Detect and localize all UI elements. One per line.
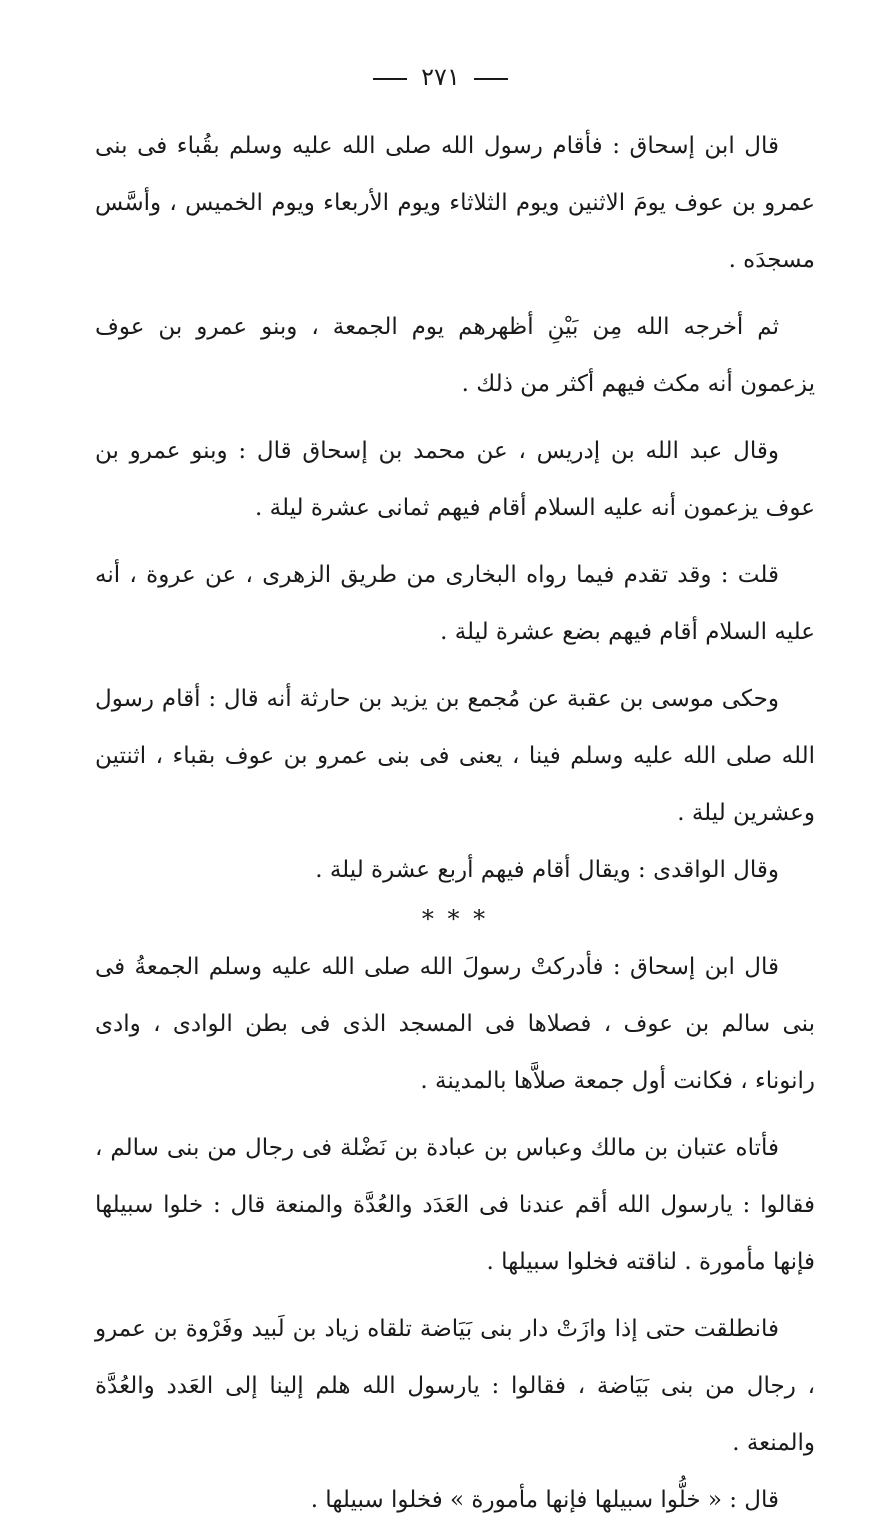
paragraph-gap	[95, 1291, 815, 1301]
paragraph-bukhari: قلت : وقد تقدم فيما رواه البخارى من طريق الزهرى ، عن عروة ، أنه عليه السلام أقام فيهم بضع عشرة ليلة .	[95, 562, 815, 645]
paragraph-bani-bayada: فانطلقت حتى إذا وازَتْ دار بنى بَيَاضة تلقاه زياد بن لَبيد وفَرْوة بن عمرو ، رجال من بنى بَيَاضة ، فقالوا : يارسول الله هلم إلينا إلى العَدد والعُدَّة والمنعة .	[95, 1316, 815, 1456]
section-separator: * * *	[421, 905, 489, 933]
paragraph-musa-ibn-uqba: وحكى موسى بن عقبة عن مُجمع بن يزيد بن حارثة أنه قال : أقام رسول الله صلى الله عليه وسلم فينا ، يعنى فى بنى عمرو بن عوف بقباء ، اثنتين وعشرين ليلة .	[95, 686, 815, 826]
paragraph-ibn-ishaq-quba: قال ابن إسحاق : فأقام رسول الله صلى الله عليه وسلم بقُباء فى بنى عمرو بن عوف يومَ الاثنين ويوم الثلاثاء ويوم الأربعاء ويوم الخميس ، وأسَّس مسجدَه .	[95, 133, 815, 273]
page-number-value: ٢٧١	[421, 63, 460, 91]
paragraph-friday-departure: ثم أخرجه الله مِن بَيْنِ أظهرهم يوم الجمعة ، وبنو عمرو بن عوف يزعمون أنه مكث فيهم أكثر من ذلك .	[95, 314, 815, 397]
paragraph-first-friday: قال ابن إسحاق : فأدركتْ رسولَ الله صلى الله عليه وسلم الجمعةُ فى بنى سالم بن عوف ، فصلاها فى المسجد الذى فى بطن الوادى ، وادى رانوناء ، فكانت أول جمعة صلاَّها بالمدينة .	[95, 954, 815, 1094]
paragraph-gap	[95, 537, 815, 547]
page-number-dash-left	[373, 78, 407, 80]
paragraph-gap	[95, 1110, 815, 1120]
paragraph-gap	[95, 661, 815, 671]
page-number	[0, 62, 881, 92]
paragraph-ibn-idris: وقال عبد الله بن إدريس ، عن محمد بن إسحاق قال : وبنو عمرو بن عوف يزعمون أنه عليه السلام أقام فيهم ثمانى عشرة ليلة .	[95, 438, 815, 521]
paragraph-waqidi: وقال الواقدى : ويقال أقام فيهم أربع عشرة ليلة .	[315, 857, 779, 883]
paragraph-gap	[95, 289, 815, 299]
text-body	[95, 118, 815, 1529]
page-number-dash-right	[474, 78, 508, 80]
paragraph-gap	[95, 413, 815, 423]
paragraph-itban-ibn-malik: فأتاه عتبان بن مالك وعباس بن عبادة بن نَضْلة فى رجال من بنى سالم ، فقالوا : يارسول الله أقم عندنا فى العَدَد والعُدَّة والمنعة قال : خلوا سبيلها فإنها مأمورة . لناقته فخلوا سبيلها .	[95, 1135, 815, 1275]
paragraph-let-her-go: قال : « خلُّوا سبيلها فإنها مأمورة » فخلوا سبيلها .	[310, 1487, 779, 1513]
